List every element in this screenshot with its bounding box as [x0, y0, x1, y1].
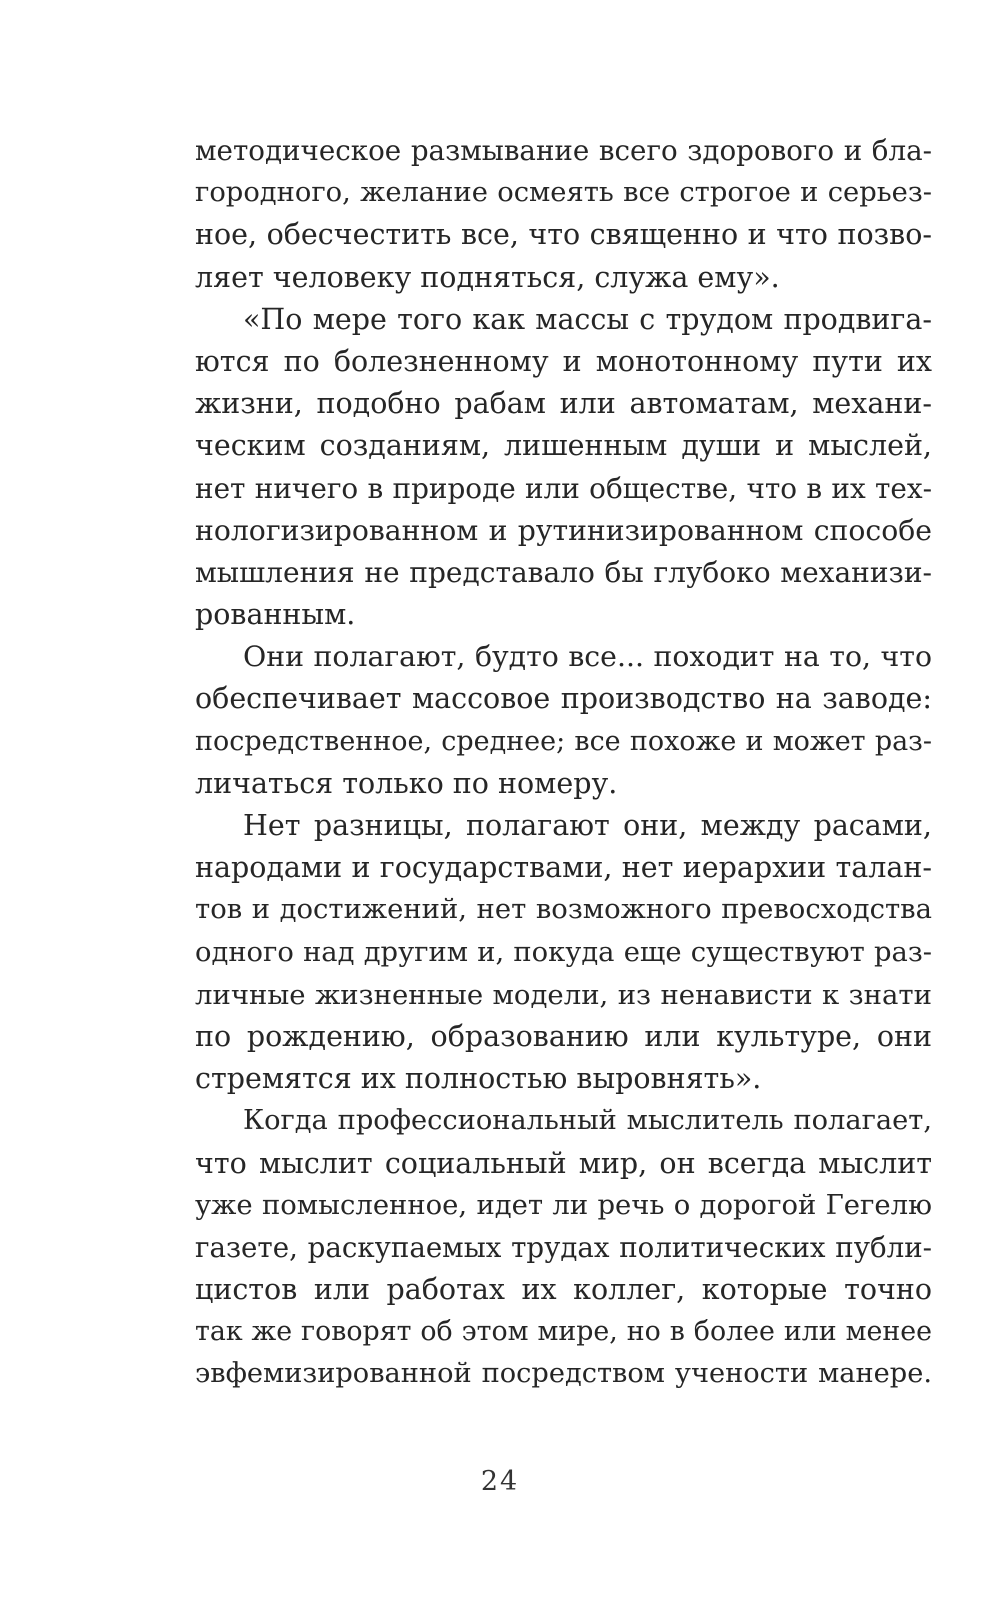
text-line: методическое размывание всего здорового и бла-: [195, 134, 932, 167]
text-line: Они полагают, будто все... походит на то, что: [243, 640, 932, 674]
text-line: мышления не представало бы глубоко механизи-: [195, 555, 932, 589]
text-line: что мыслит социальный мир, он всегда мыслит: [195, 1146, 932, 1180]
text-line: так же говорят об этом мире, но в более или менее: [195, 1316, 932, 1348]
text-line: ческим созданиям, лишенным души и мыслей,: [195, 429, 932, 463]
text-line: стремятся их полностью выровнять».: [195, 1062, 762, 1096]
text-line: цистов или работах их коллег, которые точно: [195, 1273, 932, 1307]
text-line: нет ничего в природе или обществе, что в их тех-: [195, 471, 932, 505]
text-line: Когда профессиональный мыслитель полагает,: [243, 1105, 932, 1137]
text-line: личаться только по номеру.: [195, 766, 618, 800]
text-line: ляет человеку подняться, служа ему».: [195, 260, 780, 294]
text-line: рованным.: [195, 598, 356, 632]
text-line: обеспечивает массовое производство на заводе:: [195, 682, 932, 716]
page-number: 24: [480, 1466, 520, 1497]
text-line: ются по болезненному и монотонному пути их: [195, 344, 932, 378]
text-line: городного, желание осмеять все строгое и серьез-: [195, 177, 932, 209]
text-line: ное, обесчестить все, что священно и что позво-: [195, 218, 932, 252]
text-line: по рождению, образованию или культуре, они: [195, 1019, 932, 1053]
text-line: Нет разницы, полагают они, между расами,: [243, 809, 932, 842]
text-line: эвфемизированной посредством учености манере.: [195, 1358, 932, 1390]
text-line: жизни, подобно рабам или автоматам, механи-: [195, 387, 932, 421]
text-line: нологизированном и рутинизированном способе: [195, 513, 932, 547]
text-line: личные жизненные модели, из ненависти к знати: [195, 978, 932, 1011]
text-line: уже помысленное, идет ли речь о дорогой Гегелю: [195, 1189, 932, 1221]
text-line: тов и достижений, нет возможного превосходства: [195, 894, 932, 926]
text-line: народами и государствами, нет иерархии талан-: [195, 851, 932, 885]
text-line: газете, раскупаемых трудах политических публи-: [195, 1230, 932, 1264]
text-line: одного над другим и, покуда еще существуют раз-: [195, 936, 932, 968]
text-line: «По мере того как массы с трудом продвига-: [243, 302, 932, 336]
text-line: посредственное, среднее; все похоже и может раз-: [195, 725, 932, 757]
body-text: [195, 130, 932, 1396]
